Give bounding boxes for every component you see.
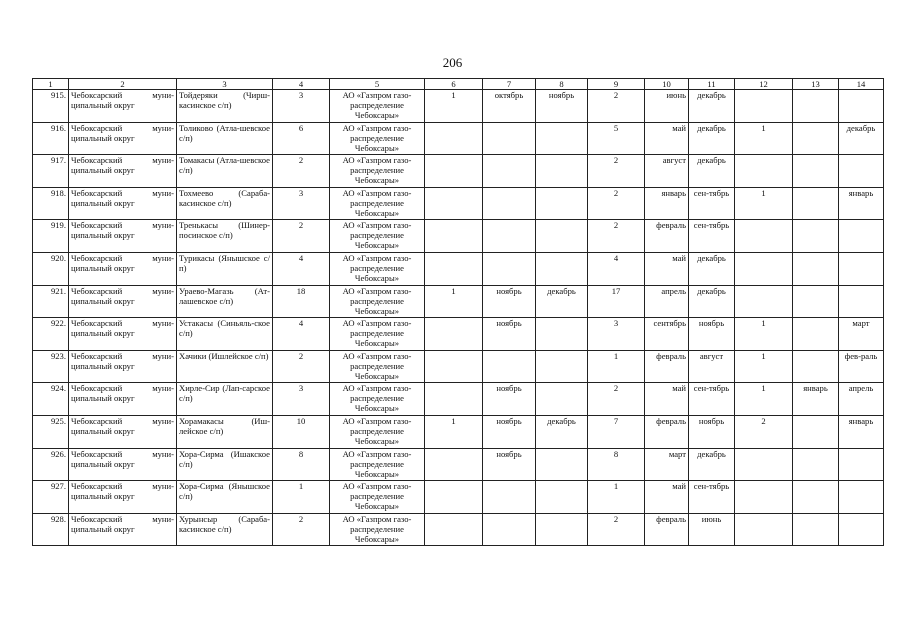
col13-cell — [793, 220, 839, 253]
col6-cell — [425, 155, 483, 188]
column-header-7: 7 — [483, 79, 536, 90]
col10-cell: август — [645, 155, 689, 188]
col7-cell — [483, 187, 536, 220]
col8-cell — [536, 350, 588, 383]
locality-cell: Хачики (Ишлейское с/п) — [177, 350, 273, 383]
district-cell: Чебоксарский муни-ципальный округ — [69, 318, 177, 351]
col4-cell: 2 — [273, 220, 330, 253]
col4-cell: 8 — [273, 448, 330, 481]
col4-cell: 4 — [273, 318, 330, 351]
locality-cell: Хора-Сирма (Янышское с/п) — [177, 481, 273, 514]
col12-cell — [735, 90, 793, 123]
col7-cell — [483, 481, 536, 514]
col7-cell: ноябрь — [483, 383, 536, 416]
organization-cell: АО «Газпром газо-распределение Чебоксары» — [330, 350, 425, 383]
column-header-11: 11 — [689, 79, 735, 90]
col6-cell — [425, 187, 483, 220]
col13-cell — [793, 448, 839, 481]
col11-cell: ноябрь — [689, 318, 735, 351]
col13-cell — [793, 513, 839, 546]
col13-cell — [793, 415, 839, 448]
column-header-1: 1 — [33, 79, 69, 90]
column-header-4: 4 — [273, 79, 330, 90]
col8-cell — [536, 481, 588, 514]
col14-cell — [839, 220, 884, 253]
organization-cell: АО «Газпром газо-распределение Чебоксары» — [330, 448, 425, 481]
district-cell: Чебоксарский муни-ципальный округ — [69, 155, 177, 188]
col7-cell: ноябрь — [483, 448, 536, 481]
col9-cell: 2 — [588, 383, 645, 416]
col6-cell — [425, 481, 483, 514]
column-header-3: 3 — [177, 79, 273, 90]
table-row — [33, 155, 884, 188]
district-cell: Чебоксарский муни-ципальный округ — [69, 415, 177, 448]
col12-cell: 1 — [735, 350, 793, 383]
col12-cell — [735, 285, 793, 318]
table-row — [33, 220, 884, 253]
col7-cell: ноябрь — [483, 318, 536, 351]
organization-cell: АО «Газпром газо-распределение Чебоксары» — [330, 513, 425, 546]
row-number: 917. — [33, 155, 69, 188]
col8-cell — [536, 383, 588, 416]
table-row — [33, 383, 884, 416]
col13-cell: январь — [793, 383, 839, 416]
col6-cell — [425, 448, 483, 481]
col14-cell: фев-раль — [839, 350, 884, 383]
header-row — [33, 79, 884, 90]
col7-cell — [483, 220, 536, 253]
organization-cell: АО «Газпром газо-распределение Чебоксары» — [330, 155, 425, 188]
col8-cell: ноябрь — [536, 90, 588, 123]
col12-cell — [735, 481, 793, 514]
col8-cell — [536, 252, 588, 285]
col4-cell: 18 — [273, 285, 330, 318]
table-row — [33, 415, 884, 448]
locality-cell: Устакасы (Синьяль-ское с/п) — [177, 318, 273, 351]
organization-cell: АО «Газпром газо-распределение Чебоксары» — [330, 90, 425, 123]
col12-cell — [735, 252, 793, 285]
col12-cell — [735, 513, 793, 546]
col8-cell — [536, 448, 588, 481]
col10-cell: апрель — [645, 285, 689, 318]
col9-cell: 4 — [588, 252, 645, 285]
district-cell: Чебоксарский муни-ципальный округ — [69, 187, 177, 220]
col9-cell: 7 — [588, 415, 645, 448]
col14-cell: апрель — [839, 383, 884, 416]
col11-cell: сен-тябрь — [689, 187, 735, 220]
page-number: 206 — [442, 55, 463, 70]
col10-cell: февраль — [645, 513, 689, 546]
col9-cell: 8 — [588, 448, 645, 481]
col9-cell: 2 — [588, 90, 645, 123]
col14-cell — [839, 252, 884, 285]
row-number: 926. — [33, 448, 69, 481]
locality-cell: Тренькасы (Шинер-посинское с/п) — [177, 220, 273, 253]
col8-cell — [536, 220, 588, 253]
col12-cell: 2 — [735, 415, 793, 448]
col8-cell: декабрь — [536, 285, 588, 318]
col9-cell: 1 — [588, 350, 645, 383]
organization-cell: АО «Газпром газо-распределение Чебоксары» — [330, 318, 425, 351]
col10-cell: февраль — [645, 415, 689, 448]
row-number: 918. — [33, 187, 69, 220]
col10-cell: февраль — [645, 350, 689, 383]
column-header-9: 9 — [588, 79, 645, 90]
table-row — [33, 187, 884, 220]
locality-cell: Ураево-Магазь (Ат-лашевское с/п) — [177, 285, 273, 318]
data-table — [32, 78, 884, 546]
col6-cell — [425, 383, 483, 416]
row-number: 915. — [33, 90, 69, 123]
col13-cell — [793, 285, 839, 318]
col9-cell: 2 — [588, 187, 645, 220]
district-cell: Чебоксарский муни-ципальный округ — [69, 513, 177, 546]
locality-cell: Толиково (Атла-шевское с/п) — [177, 122, 273, 155]
col10-cell: июнь — [645, 90, 689, 123]
locality-cell: Хорамакасы (Иш-лейское с/п) — [177, 415, 273, 448]
locality-cell: Хора-Сирма (Ишакское с/п) — [177, 448, 273, 481]
col8-cell — [536, 318, 588, 351]
col14-cell: январь — [839, 187, 884, 220]
locality-cell: Томакасы (Атла-шевское с/п) — [177, 155, 273, 188]
col9-cell: 5 — [588, 122, 645, 155]
col13-cell — [793, 481, 839, 514]
district-cell: Чебоксарский муни-ципальный округ — [69, 252, 177, 285]
table-body — [33, 90, 884, 546]
district-cell: Чебоксарский муни-ципальный округ — [69, 285, 177, 318]
col9-cell: 17 — [588, 285, 645, 318]
col12-cell — [735, 220, 793, 253]
district-cell: Чебоксарский муни-ципальный округ — [69, 383, 177, 416]
col6-cell — [425, 350, 483, 383]
col10-cell: май — [645, 383, 689, 416]
table-row — [33, 252, 884, 285]
col10-cell: март — [645, 448, 689, 481]
column-header-5: 5 — [330, 79, 425, 90]
col14-cell — [839, 513, 884, 546]
col4-cell: 6 — [273, 122, 330, 155]
row-number: 922. — [33, 318, 69, 351]
col10-cell: сентябрь — [645, 318, 689, 351]
col8-cell — [536, 155, 588, 188]
table-row — [33, 318, 884, 351]
col12-cell — [735, 155, 793, 188]
col14-cell — [839, 155, 884, 188]
col7-cell: ноябрь — [483, 415, 536, 448]
col13-cell — [793, 187, 839, 220]
col7-cell — [483, 513, 536, 546]
organization-cell: АО «Газпром газо-распределение Чебоксары» — [330, 415, 425, 448]
col7-cell: ноябрь — [483, 285, 536, 318]
organization-cell: АО «Газпром газо-распределение Чебоксары» — [330, 187, 425, 220]
col4-cell: 2 — [273, 350, 330, 383]
col6-cell: 1 — [425, 90, 483, 123]
district-cell: Чебоксарский муни-ципальный округ — [69, 220, 177, 253]
table-row — [33, 285, 884, 318]
table-row — [33, 350, 884, 383]
col11-cell: декабрь — [689, 155, 735, 188]
col9-cell: 2 — [588, 513, 645, 546]
col9-cell: 2 — [588, 220, 645, 253]
col7-cell: октябрь — [483, 90, 536, 123]
col11-cell: сен-тябрь — [689, 481, 735, 514]
col6-cell — [425, 318, 483, 351]
row-number: 920. — [33, 252, 69, 285]
col11-cell: декабрь — [689, 90, 735, 123]
row-number: 919. — [33, 220, 69, 253]
col11-cell: декабрь — [689, 252, 735, 285]
col7-cell — [483, 350, 536, 383]
col10-cell: май — [645, 252, 689, 285]
row-number: 924. — [33, 383, 69, 416]
col14-cell: январь — [839, 415, 884, 448]
col11-cell: декабрь — [689, 448, 735, 481]
col14-cell — [839, 481, 884, 514]
col6-cell: 1 — [425, 415, 483, 448]
table-row — [33, 513, 884, 546]
col6-cell — [425, 220, 483, 253]
column-header-12: 12 — [735, 79, 793, 90]
locality-cell: Тохмеево (Сараба-касинское с/п) — [177, 187, 273, 220]
col7-cell — [483, 155, 536, 188]
table-row — [33, 90, 884, 123]
col14-cell: декабрь — [839, 122, 884, 155]
column-header-8: 8 — [536, 79, 588, 90]
district-cell: Чебоксарский муни-ципальный округ — [69, 350, 177, 383]
col14-cell — [839, 285, 884, 318]
col4-cell: 3 — [273, 383, 330, 416]
district-cell: Чебоксарский муни-ципальный округ — [69, 90, 177, 123]
col10-cell: май — [645, 481, 689, 514]
table-row — [33, 122, 884, 155]
col11-cell: август — [689, 350, 735, 383]
locality-cell: Хирле-Сир (Лап-сарское с/п) — [177, 383, 273, 416]
col12-cell — [735, 448, 793, 481]
column-header-6: 6 — [425, 79, 483, 90]
organization-cell: АО «Газпром газо-распределение Чебоксары» — [330, 383, 425, 416]
col8-cell — [536, 513, 588, 546]
col4-cell: 10 — [273, 415, 330, 448]
col10-cell: январь — [645, 187, 689, 220]
col6-cell — [425, 252, 483, 285]
col10-cell: май — [645, 122, 689, 155]
organization-cell: АО «Газпром газо-распределение Чебоксары» — [330, 481, 425, 514]
col11-cell: ноябрь — [689, 415, 735, 448]
col6-cell: 1 — [425, 285, 483, 318]
col7-cell — [483, 122, 536, 155]
col12-cell: 1 — [735, 383, 793, 416]
district-cell: Чебоксарский муни-ципальный округ — [69, 448, 177, 481]
organization-cell: АО «Газпром газо-распределение Чебоксары» — [330, 122, 425, 155]
col6-cell — [425, 513, 483, 546]
col8-cell: декабрь — [536, 415, 588, 448]
col13-cell — [793, 318, 839, 351]
column-header-14: 14 — [839, 79, 884, 90]
col4-cell: 2 — [273, 155, 330, 188]
col4-cell: 3 — [273, 187, 330, 220]
col12-cell: 1 — [735, 122, 793, 155]
table-row — [33, 481, 884, 514]
col14-cell: март — [839, 318, 884, 351]
col13-cell — [793, 350, 839, 383]
col11-cell: июнь — [689, 513, 735, 546]
col11-cell: декабрь — [689, 122, 735, 155]
table-row — [33, 448, 884, 481]
col13-cell — [793, 252, 839, 285]
col4-cell: 3 — [273, 90, 330, 123]
col11-cell: сен-тябрь — [689, 383, 735, 416]
col12-cell: 1 — [735, 318, 793, 351]
locality-cell: Хурынсыр (Сараба-касинское с/п) — [177, 513, 273, 546]
organization-cell: АО «Газпром газо-распределение Чебоксары» — [330, 220, 425, 253]
col13-cell — [793, 90, 839, 123]
col6-cell — [425, 122, 483, 155]
col13-cell — [793, 155, 839, 188]
col11-cell: сен-тябрь — [689, 220, 735, 253]
col11-cell: декабрь — [689, 285, 735, 318]
organization-cell: АО «Газпром газо-распределение Чебоксары» — [330, 285, 425, 318]
col10-cell: февраль — [645, 220, 689, 253]
col9-cell: 1 — [588, 481, 645, 514]
row-number: 923. — [33, 350, 69, 383]
col12-cell: 1 — [735, 187, 793, 220]
district-cell: Чебоксарский муни-ципальный округ — [69, 481, 177, 514]
locality-cell: Тойдеряки (Чирш-касинское с/п) — [177, 90, 273, 123]
col8-cell — [536, 187, 588, 220]
col9-cell: 2 — [588, 155, 645, 188]
col14-cell — [839, 90, 884, 123]
col13-cell — [793, 122, 839, 155]
column-header-10: 10 — [645, 79, 689, 90]
organization-cell: АО «Газпром газо-распределение Чебоксары» — [330, 252, 425, 285]
col8-cell — [536, 122, 588, 155]
col7-cell — [483, 252, 536, 285]
row-number: 925. — [33, 415, 69, 448]
col14-cell — [839, 448, 884, 481]
row-number: 916. — [33, 122, 69, 155]
row-number: 921. — [33, 285, 69, 318]
col4-cell: 4 — [273, 252, 330, 285]
row-number: 927. — [33, 481, 69, 514]
col4-cell: 2 — [273, 513, 330, 546]
locality-cell: Турикасы (Янышское с/п) — [177, 252, 273, 285]
col4-cell: 1 — [273, 481, 330, 514]
column-header-13: 13 — [793, 79, 839, 90]
row-number: 928. — [33, 513, 69, 546]
column-header-2: 2 — [69, 79, 177, 90]
col9-cell: 3 — [588, 318, 645, 351]
district-cell: Чебоксарский муни-ципальный округ — [69, 122, 177, 155]
